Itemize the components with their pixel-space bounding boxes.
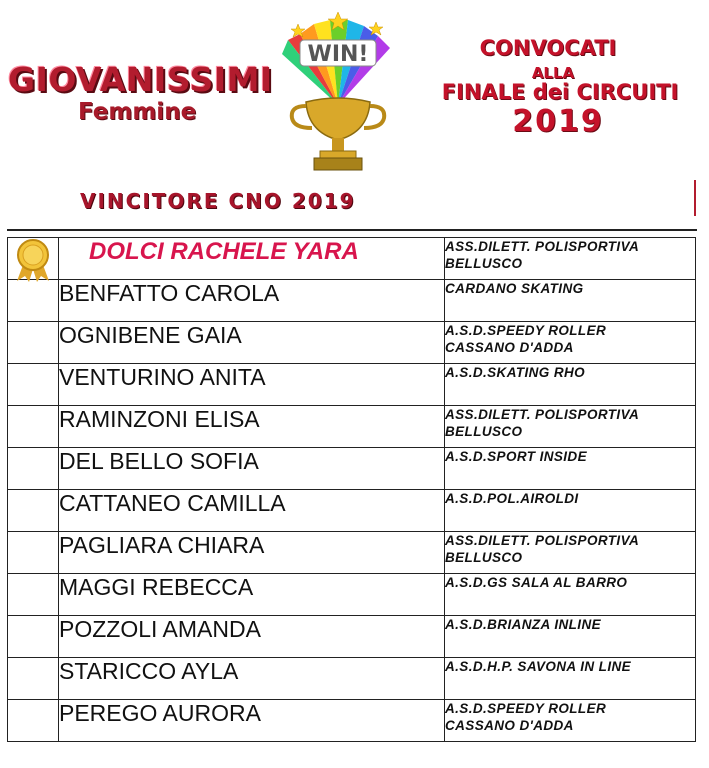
convocati-line-3: FINALE dei CIRCUITI bbox=[441, 80, 679, 104]
club-name bbox=[445, 574, 696, 616]
athlete-name: VENTURINO ANITA bbox=[59, 364, 445, 406]
club-line: ASS.DILETT. POLISPORTIVA bbox=[445, 533, 640, 548]
empty-cell bbox=[8, 322, 59, 364]
club-line: A.S.D.H.P. SAVONA IN LINE bbox=[445, 659, 632, 674]
empty-cell bbox=[8, 490, 59, 532]
club-name bbox=[445, 490, 696, 532]
club-name bbox=[445, 238, 696, 280]
club-name bbox=[445, 406, 696, 448]
empty-cell bbox=[8, 448, 59, 490]
club-name bbox=[445, 532, 696, 574]
club-line: BELLUSCO bbox=[445, 424, 523, 439]
empty-cell bbox=[8, 406, 59, 448]
divider-tick bbox=[694, 180, 696, 216]
table-row bbox=[8, 238, 696, 280]
empty-cell bbox=[8, 658, 59, 700]
club-name bbox=[445, 448, 696, 490]
club-name bbox=[445, 616, 696, 658]
winner-name: DOLCI RACHELE YARA bbox=[89, 238, 359, 265]
winner-label: VINCITORE CNO 2019 bbox=[80, 189, 356, 213]
athlete-name: STARICCO AYLA bbox=[59, 658, 445, 700]
club-name bbox=[445, 364, 696, 406]
athlete-name: OGNIBENE GAIA bbox=[59, 322, 445, 364]
club-line: A.S.D.POL.AIROLDI bbox=[445, 491, 579, 506]
trophy-logo bbox=[278, 10, 398, 180]
club-line: CASSANO D'ADDA bbox=[445, 718, 574, 733]
convocati-line-1: CONVOCATI bbox=[479, 36, 617, 60]
empty-cell bbox=[8, 616, 59, 658]
club-line: A.S.D.SPEEDY ROLLER bbox=[445, 701, 607, 716]
table-row bbox=[8, 574, 696, 616]
empty-cell bbox=[8, 532, 59, 574]
convocati-year: 2019 bbox=[512, 104, 604, 139]
category-subtitle: Femmine bbox=[78, 99, 197, 125]
club-line: ASS.DILETT. POLISPORTIVA bbox=[445, 407, 640, 422]
athlete-name: DEL BELLO SOFIA bbox=[59, 448, 445, 490]
table-row bbox=[8, 658, 696, 700]
club-name bbox=[445, 658, 696, 700]
empty-cell bbox=[8, 700, 59, 742]
club-name bbox=[445, 700, 696, 742]
athlete-name bbox=[59, 238, 445, 280]
club-name bbox=[445, 322, 696, 364]
convocati-line-2: ALLA bbox=[531, 64, 575, 82]
table-row bbox=[8, 448, 696, 490]
empty-cell bbox=[8, 364, 59, 406]
athlete-name: MAGGI REBECCA bbox=[59, 574, 445, 616]
club-line: BELLUSCO bbox=[445, 550, 523, 565]
table-row bbox=[8, 616, 696, 658]
table-row bbox=[8, 490, 696, 532]
club-line: CASSANO D'ADDA bbox=[445, 340, 574, 355]
club-line: ASS.DILETT. POLISPORTIVA bbox=[445, 239, 640, 254]
athletes-table bbox=[7, 237, 696, 742]
header-divider bbox=[7, 229, 697, 231]
table-row bbox=[8, 406, 696, 448]
club-name bbox=[445, 280, 696, 322]
athlete-name: POZZOLI AMANDA bbox=[59, 616, 445, 658]
logo-text: WIN! bbox=[307, 42, 369, 67]
club-line: A.S.D.SPEEDY ROLLER bbox=[445, 323, 607, 338]
table-row bbox=[8, 280, 696, 322]
club-line: A.S.D.SPORT INSIDE bbox=[445, 449, 587, 464]
athlete-name: RAMINZONI ELISA bbox=[59, 406, 445, 448]
table-row bbox=[8, 532, 696, 574]
medal-cell bbox=[8, 238, 59, 280]
club-line: CARDANO SKATING bbox=[445, 281, 584, 296]
club-line: BELLUSCO bbox=[445, 256, 523, 271]
empty-cell bbox=[8, 280, 59, 322]
table-row bbox=[8, 700, 696, 742]
category-title: GIOVANISSIMI bbox=[8, 60, 273, 99]
athlete-name: PAGLIARA CHIARA bbox=[59, 532, 445, 574]
gold-medal-icon bbox=[11, 235, 55, 283]
club-line: A.S.D.SKATING RHO bbox=[445, 365, 586, 380]
empty-cell bbox=[8, 574, 59, 616]
table-row bbox=[8, 364, 696, 406]
table-row bbox=[8, 322, 696, 364]
athlete-name: PEREGO AURORA bbox=[59, 700, 445, 742]
club-line: A.S.D.GS SALA AL BARRO bbox=[445, 575, 628, 590]
athlete-name: CATTANEO CAMILLA bbox=[59, 490, 445, 532]
athlete-name: BENFATTO CAROLA bbox=[59, 280, 445, 322]
club-line: A.S.D.BRIANZA INLINE bbox=[445, 617, 601, 632]
